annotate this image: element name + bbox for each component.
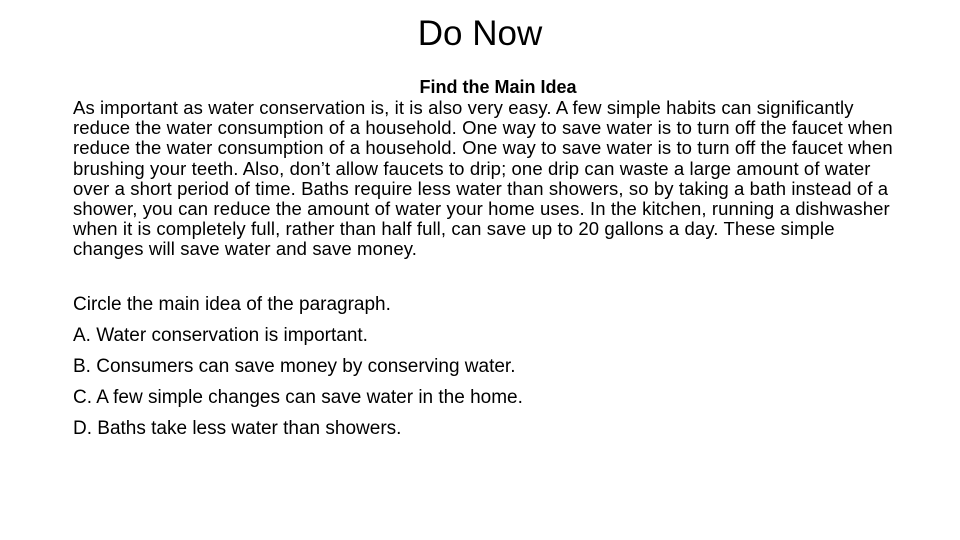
section-subheading: Find the Main Idea (419, 77, 577, 97)
answer-option-c: C. A few simple changes can save water in the home. (73, 386, 523, 408)
slide-body (73, 76, 893, 444)
slide-title: Do Now (417, 14, 543, 53)
question-prompt: Circle the main idea of the paragraph. (73, 293, 391, 315)
question-block (73, 289, 893, 444)
answer-option-d: D. Baths take less water than showers. (73, 417, 402, 439)
answer-option-b: B. Consumers can save money by conserving water. (73, 355, 516, 377)
answer-option-a: A. Water conservation is important. (73, 324, 368, 346)
reading-paragraph: As important as water conservation is, it is also very easy. A few simple habits can significantly reduce the water consumption of a household. One way to save water is to turn off the faucet when reduce the water consumption of a household. One way to save water is to turn off the faucet when brushing your teeth. Also, don’t allow faucets to drip; one drip can waste a large amount of water over a short period of time. Baths require less water than showers, so by taking a bath instead of a shower, you can reduce the amount of water your home uses. In the kitchen, running a dishwasher when it is completely full, rather than half full, can save up to 20 gallons a day. These simple changes will save water and save money. (73, 97, 893, 260)
